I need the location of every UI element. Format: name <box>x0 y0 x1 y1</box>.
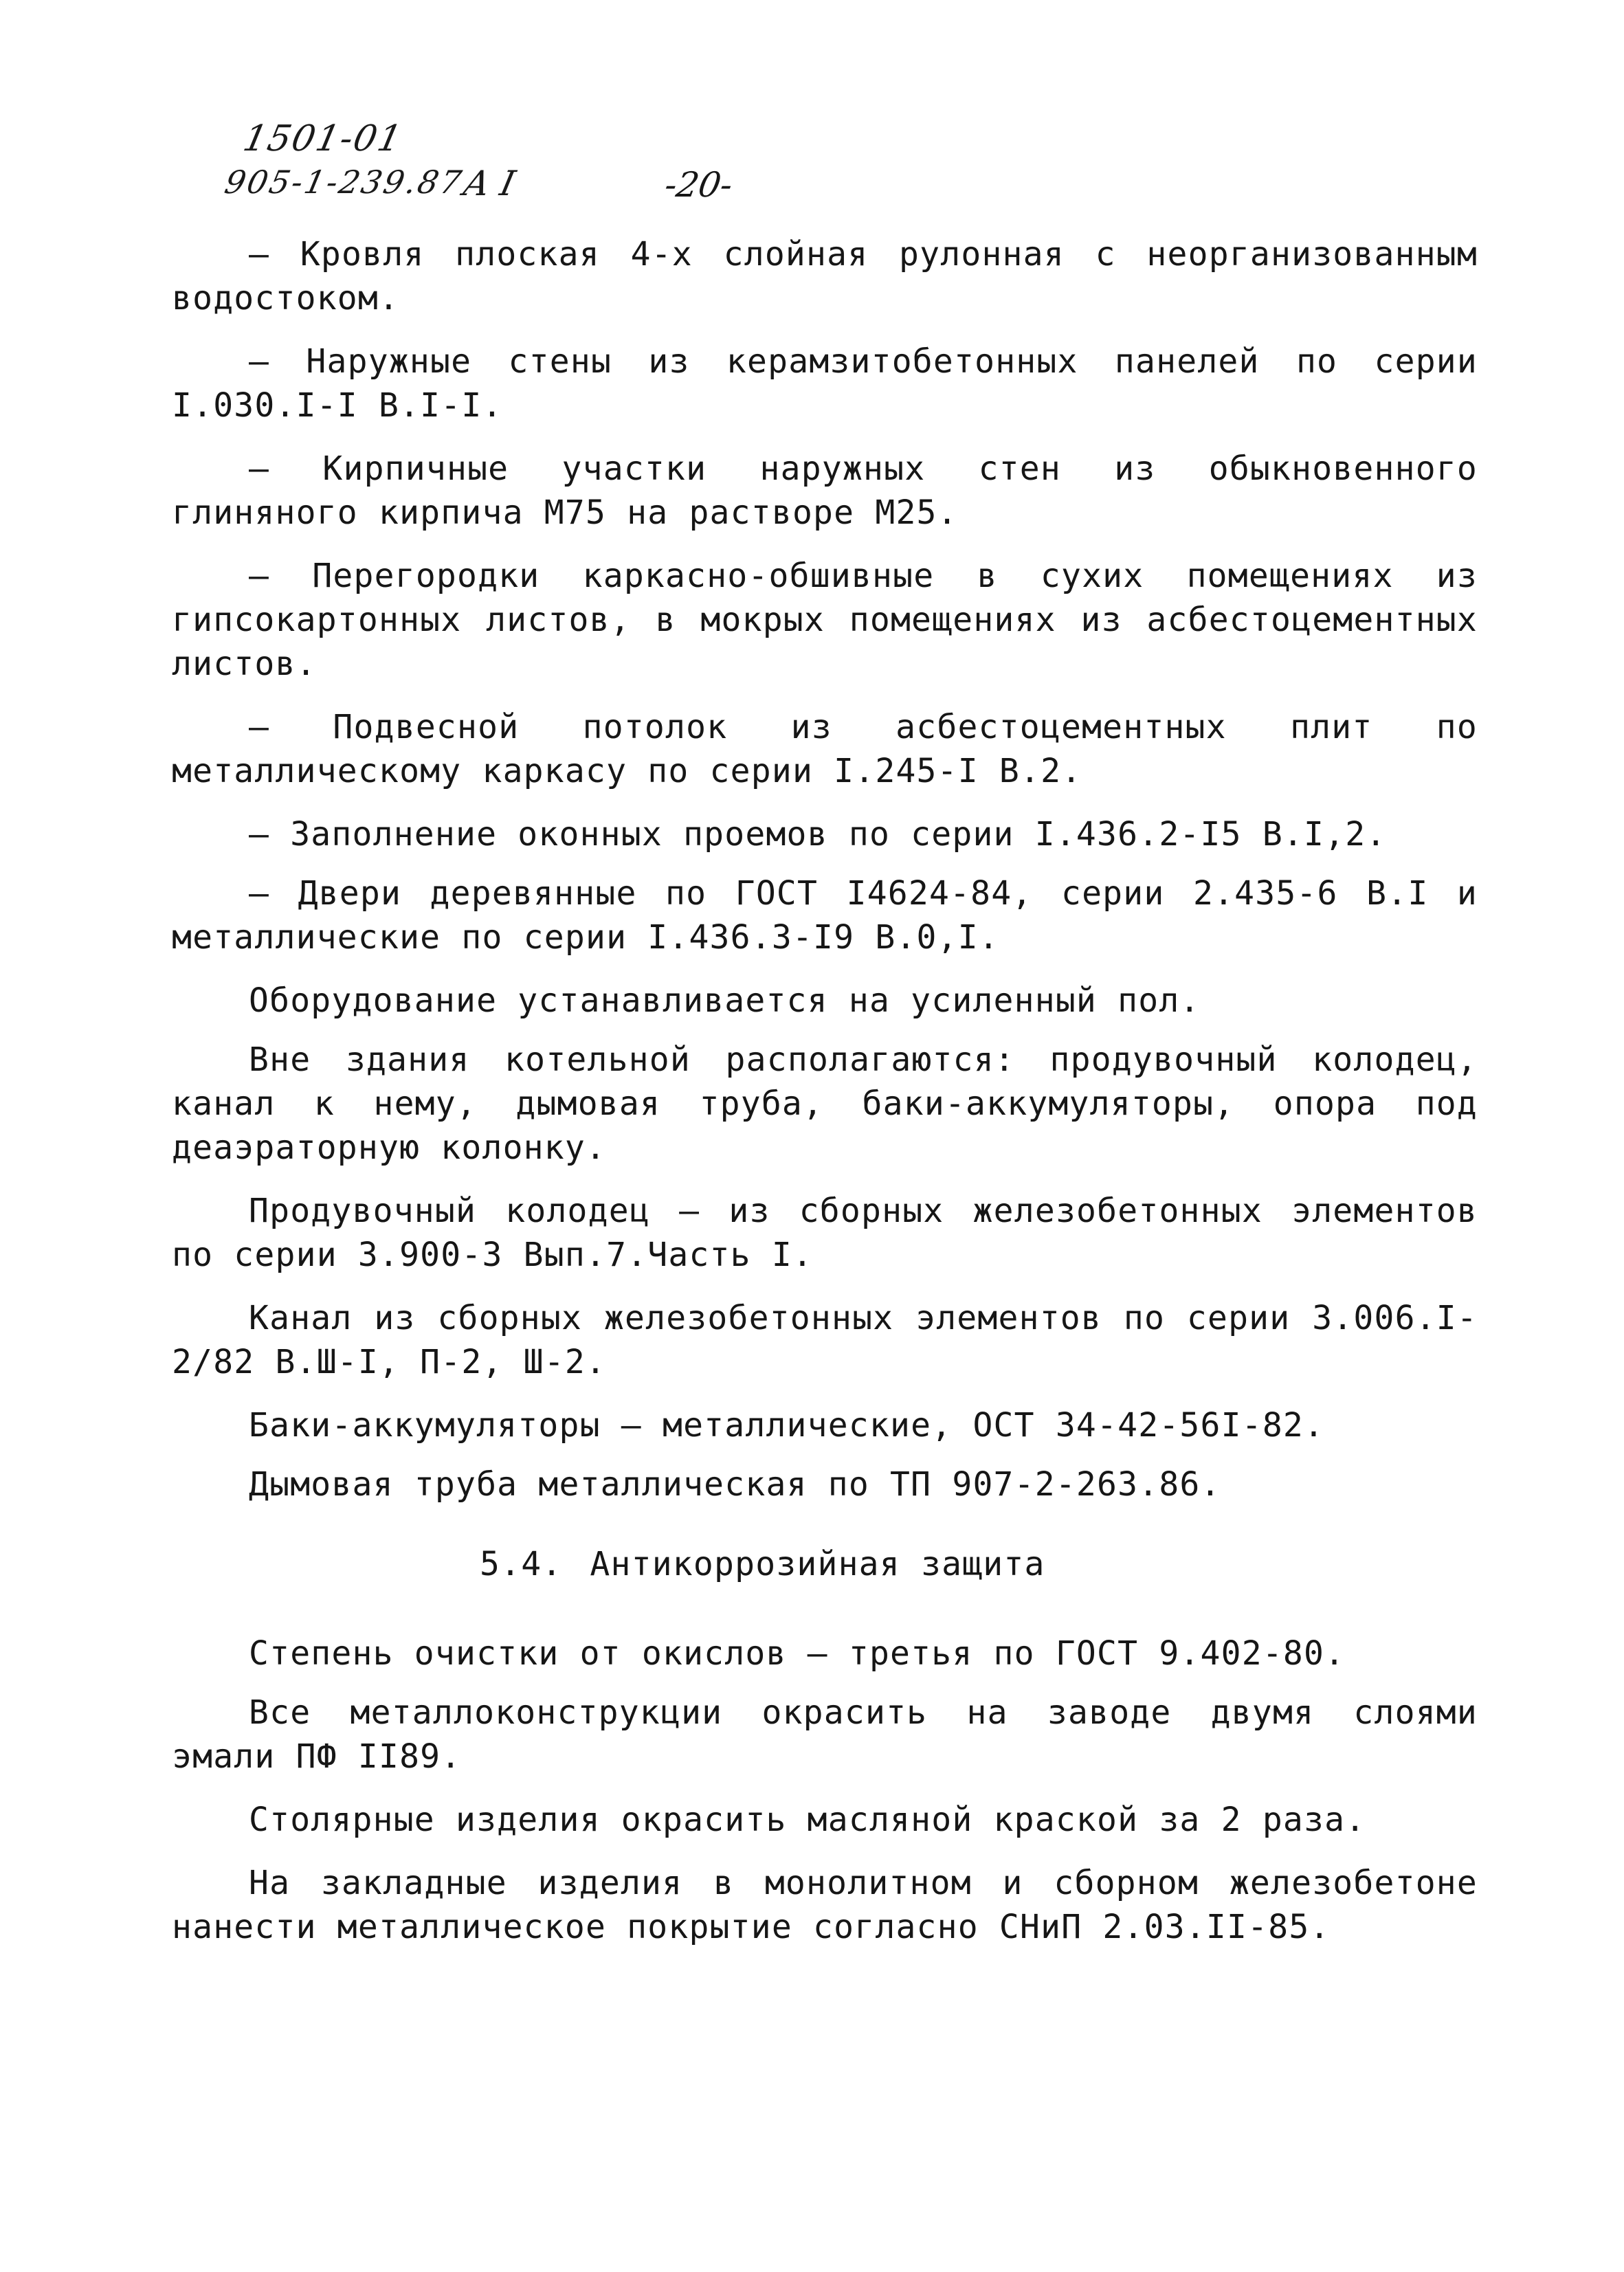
paragraph-partitions: – Перегородки каркасно-обшивные в сухих помещениях из гипсокартонных листов, в мокрых помещениях из асбестоцементных листов. <box>172 557 1478 683</box>
section-heading <box>172 1542 1478 1586</box>
handwritten-sheet-ref: А I <box>459 164 519 203</box>
paragraph-chimney: Дымовая труба металлическая по ТП 907-2-263.86. <box>249 1465 1221 1504</box>
paragraph-equipment-floor: Оборудование устанавливается на усиленный пол. <box>249 981 1201 1020</box>
paragraph-storage-tanks: Баки-аккумуляторы – металлические, ОСТ 34-42-56I-82. <box>249 1406 1325 1445</box>
handwritten-doc-code-top: 1501-01 <box>239 118 407 159</box>
paragraph-channel: Канал из сборных железобетонных элементов по серии 3.006.I-2/82 В.Ш-I, П-2, Ш-2. <box>172 1299 1478 1381</box>
paragraph-cleaning-degree: Степень очистки от окислов – третья по ГОСТ 9.402-80. <box>249 1634 1346 1673</box>
paragraph-doors: – Двери деревянные по ГОСТ I4624-84, серии 2.435-6 В.I и металлические по серии I.436.3-I9 В.0,I. <box>172 874 1478 957</box>
handwritten-doc-code-bottom: 905-1-239.87 <box>221 164 467 201</box>
paragraph-brick-sections: – Кирпичные участки наружных стен из обыкновенного глиняного кирпича М75 на растворе М25. <box>172 449 1478 532</box>
paragraph-embedded-parts: На закладные изделия в монолитном и сборном железобетоне нанести металлическое покрытие согласно СНиП 2.03.II-85. <box>172 1864 1478 1946</box>
paragraph-roof: – Кровля плоская 4-х слойная рулонная с неорганизованным водостоком. <box>172 235 1478 318</box>
section-title: Антикоррозийная защита <box>590 1545 1045 1583</box>
paragraph-outside-building: Вне здания котельной располагаются: продувочный колодец, канал к нему, дымовая труба, баки-аккумуляторы, опора под деаэраторную колонку. <box>172 1040 1478 1167</box>
document-body <box>172 232 1478 1968</box>
page-number: -20- <box>661 165 736 205</box>
paragraph-ceiling: – Подвесной потолок из асбестоцементных плит по металлическому каркасу по серии I.245-I В.2. <box>172 708 1478 790</box>
paragraph-joinery-painting: Столярные изделия окрасить масляной краской за 2 раза. <box>249 1801 1366 1839</box>
paragraph-blowdown-well: Продувочный колодец – из сборных железобетонных элементов по серии 3.900-3 Вып.7.Часть I. <box>172 1192 1478 1274</box>
section-number: 5.4. <box>480 1545 563 1583</box>
paragraph-metal-painting: Все металлоконструкции окрасить на заводе двумя слоями эмали ПФ II89. <box>172 1693 1478 1776</box>
paragraph-windows: – Заполнение оконных проемов по серии I.436.2-I5 В.I,2. <box>249 815 1387 854</box>
paragraph-outer-walls: – Наружные стены из керамзитобетонных панелей по серии I.030.I-I В.I-I. <box>172 342 1478 425</box>
